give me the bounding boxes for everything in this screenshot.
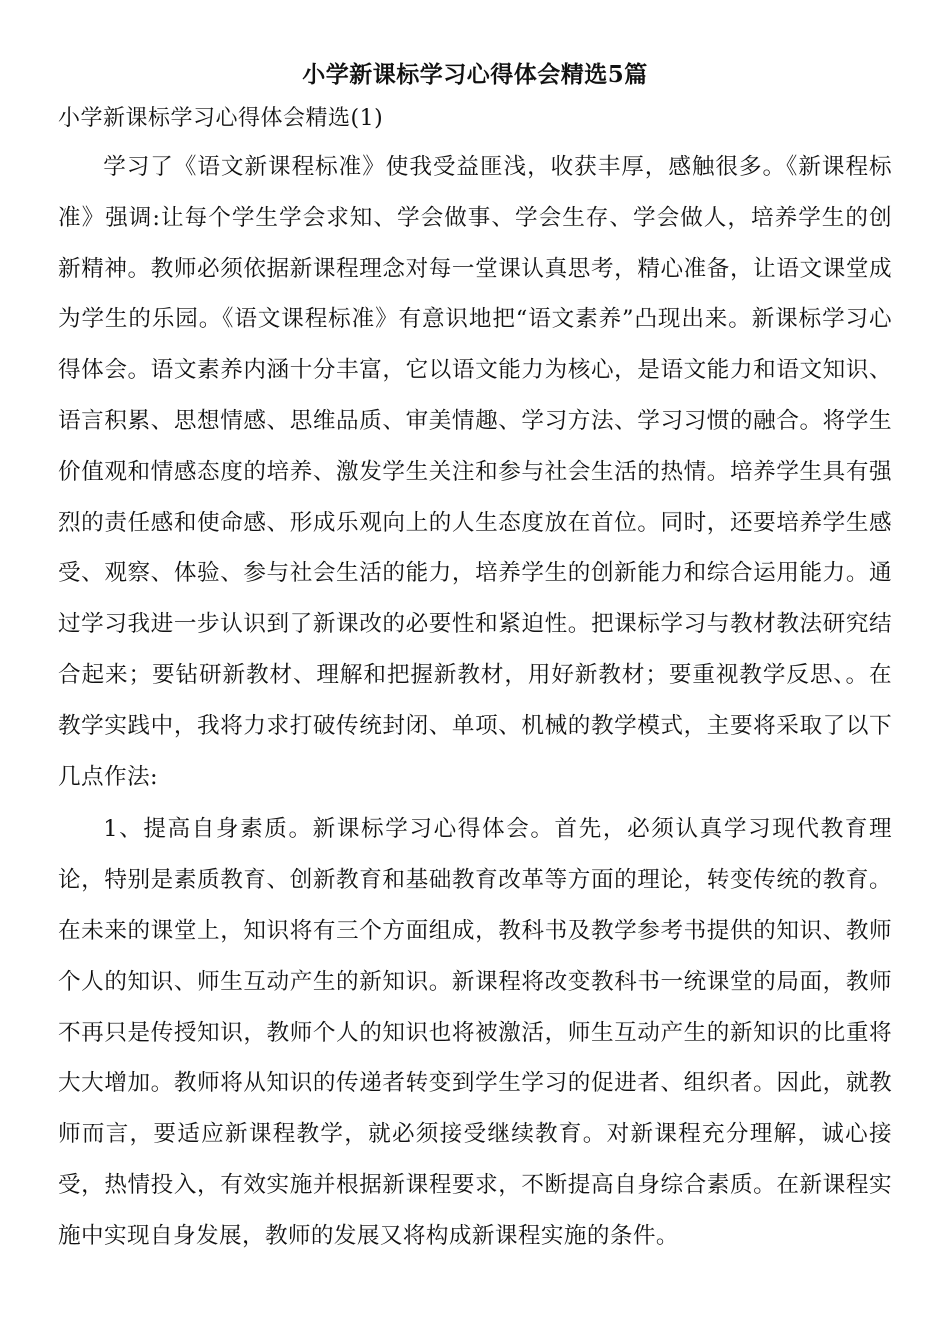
document-page [58,56,892,1262]
paragraph-1: 学习了《语文新课程标准》使我受益匪浅，收获丰厚，感触很多。《新课程标准》强调:让每个学生学会求知、学会做事、学会生存、学会做人，培养学生的创新精神。教师必须依据新课程理念对每一堂课认真思考，精心准备，让语文课堂成为学生的乐园。《语文课程标准》有意识地把“语文素养”凸现出来。新课标学习心得体会。语文素养内涵十分丰富，它以语文能力为核心，是语文能力和语文知识、语言积累、思想情感、思维品质、审美情趣、学习方法、学习习惯的融合。将学生价值观和情感态度的培养、激发学生关注和参与社会生活的热情。培养学生具有强烈的责任感和使命感、形成乐观向上的人生态度放在首位。同时，还要培养学生感受、观察、体验、参与社会生活的能力，培养学生的创新能力和综合运用能力。通过学习我进一步认识到了新课改的必要性和紧迫性。把课标学习与教材教法研究结合起来；要钻研新教材、理解和把握新教材，用好新教材；要重视教学反思、。在教学实践中，我将力求打破传统封闭、单项、机械的教学模式，主要将采取了以下几点作法: [58,154,892,790]
section-heading: 小学新课标学习心得体会精选(1) [58,106,384,131]
paragraph-2: 1、提高自身素质。新课标学习心得体会。首先，必须认真学习现代教育理论，特别是素质教育、创新教育和基础教育改革等方面的理论，转变传统的教育。在未来的课堂上，知识将有三个方面组成，教科书及教学参考书提供的知识、教师个人的知识、师生互动产生的新知识。新课程将改变教科书一统课堂的局面，教师不再只是传授知识，教师个人的知识也将被激活，师生互动产生的新知识的比重将大大增加。教师将从知识的传递者转变到学生学习的促进者、组织者。因此，就教师而言，要适应新课程教学，就必须接受继续教育。对新课程充分理解，诚心接受，热情投入，有效实施并根据新课程要求，不断提高自身综合素质。在新课程实施中实现自身发展，教师的发展又将构成新课程实施的条件。 [58,816,892,1249]
document-title: 小学新课标学习心得体会精选5篇 [302,61,648,88]
